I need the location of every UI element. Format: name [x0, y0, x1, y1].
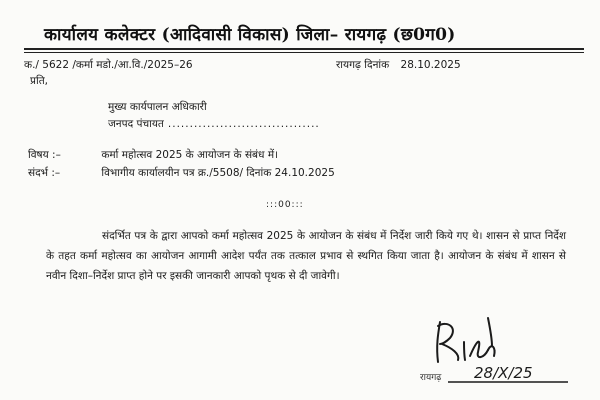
- letterhead-title: कार्यालय कलेक्टर (आदिवासी विकास) जिला– रायगढ़ (छ0ग0): [44, 25, 456, 45]
- reference-text: विभागीय कार्यालयीन पत्र क्र./5508/ दिनांक 24.10.2025: [101, 167, 335, 179]
- salutation: प्रति,: [30, 75, 49, 87]
- recipient-office-label: जनपद पंचायत: [108, 118, 164, 130]
- recipient-blank: ...................................: [167, 118, 320, 130]
- letter-date: 28.10.2025: [400, 59, 461, 71]
- place-name: रायगढ़: [336, 59, 361, 71]
- place-date: [336, 58, 461, 72]
- recipient-office: [108, 117, 320, 131]
- letter-body: संदर्भित पत्र के द्वारा आपको कर्मा महोत्सव 2025 के आयोजन के संबंध में निर्देश जारी किये गए थे। शासन से प्राप्त निर्देश के तहत कर्मा महोत्सव का आयोजन आगामी आदेश पर्यंत तक तत्काल प्रभाव से स्थगित किया जाता है। आयोजन के संबंध में शासन से नवीन दिशा–निर्देश प्राप्त होने पर इसकी जानकारी आपको पृथक से दी जावेगी।: [46, 230, 566, 282]
- letterhead-rule-thin: [24, 52, 584, 53]
- subject-label: विषय :–: [28, 149, 61, 161]
- reference-number: क./ 5622 /कर्मा मडो./आ.वि./2025–26: [24, 59, 193, 71]
- section-divider: :::00:::: [266, 200, 304, 210]
- reference-label: संदर्भ :–: [28, 167, 61, 179]
- signature-date: 28/X/25: [474, 364, 533, 382]
- letterhead-rule: [24, 48, 584, 50]
- signature-place: रायगढ़: [420, 373, 442, 383]
- date-label: दिनांक: [364, 59, 390, 71]
- recipient-designation: मुख्य कार्यपालन अधिकारी: [108, 101, 207, 113]
- subject-text: कर्मा महोत्सव 2025 के आयोजन के संबंध में।: [101, 149, 279, 161]
- signature: [418, 312, 588, 394]
- subject-row: [28, 148, 278, 162]
- reference-row: [28, 166, 335, 180]
